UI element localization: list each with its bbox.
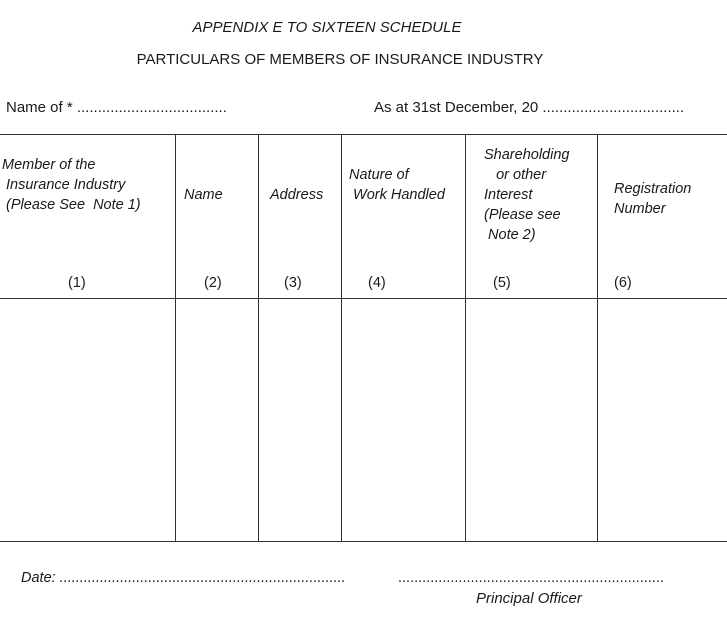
column-header-nature-of-work: Nature of Work Handled bbox=[349, 167, 445, 203]
column-header-registration-number: Registration Number bbox=[614, 181, 692, 217]
name-of-field: Name of * .................................... bbox=[6, 99, 227, 116]
signature-line: .................................................................. bbox=[398, 570, 664, 586]
column-divider bbox=[341, 135, 342, 542]
column-number: (1) bbox=[68, 275, 86, 291]
principal-officer-label: Principal Officer bbox=[476, 590, 582, 607]
column-header-name: Name bbox=[184, 187, 223, 203]
column-number: (4) bbox=[368, 275, 386, 291]
date-field: Date: ....................................................................... bbox=[21, 570, 346, 586]
page-title: PARTICULARS OF MEMBERS OF INSURANCE INDUSTRY bbox=[136, 51, 544, 68]
column-divider bbox=[258, 135, 259, 542]
column-number: (3) bbox=[284, 275, 302, 291]
header-divider bbox=[0, 298, 727, 299]
column-number: (5) bbox=[493, 275, 511, 291]
column-number: (6) bbox=[614, 275, 632, 291]
column-divider bbox=[175, 135, 176, 542]
column-number: (2) bbox=[204, 275, 222, 291]
column-header-address: Address bbox=[270, 187, 324, 203]
column-divider bbox=[465, 135, 466, 542]
column-header-shareholding: Shareholding or other Interest (Please see Note 2) bbox=[484, 147, 570, 243]
as-at-date-field: As at 31st December, 20 .................................. bbox=[374, 99, 685, 116]
column-divider bbox=[597, 135, 598, 542]
table-top-border bbox=[0, 134, 727, 135]
appendix-title: APPENDIX E TO SIXTEEN SCHEDULE bbox=[192, 19, 462, 36]
table-bottom-border bbox=[0, 541, 727, 542]
column-header-member: Member of the Insurance Industry (Please See Note 1) bbox=[2, 157, 141, 213]
